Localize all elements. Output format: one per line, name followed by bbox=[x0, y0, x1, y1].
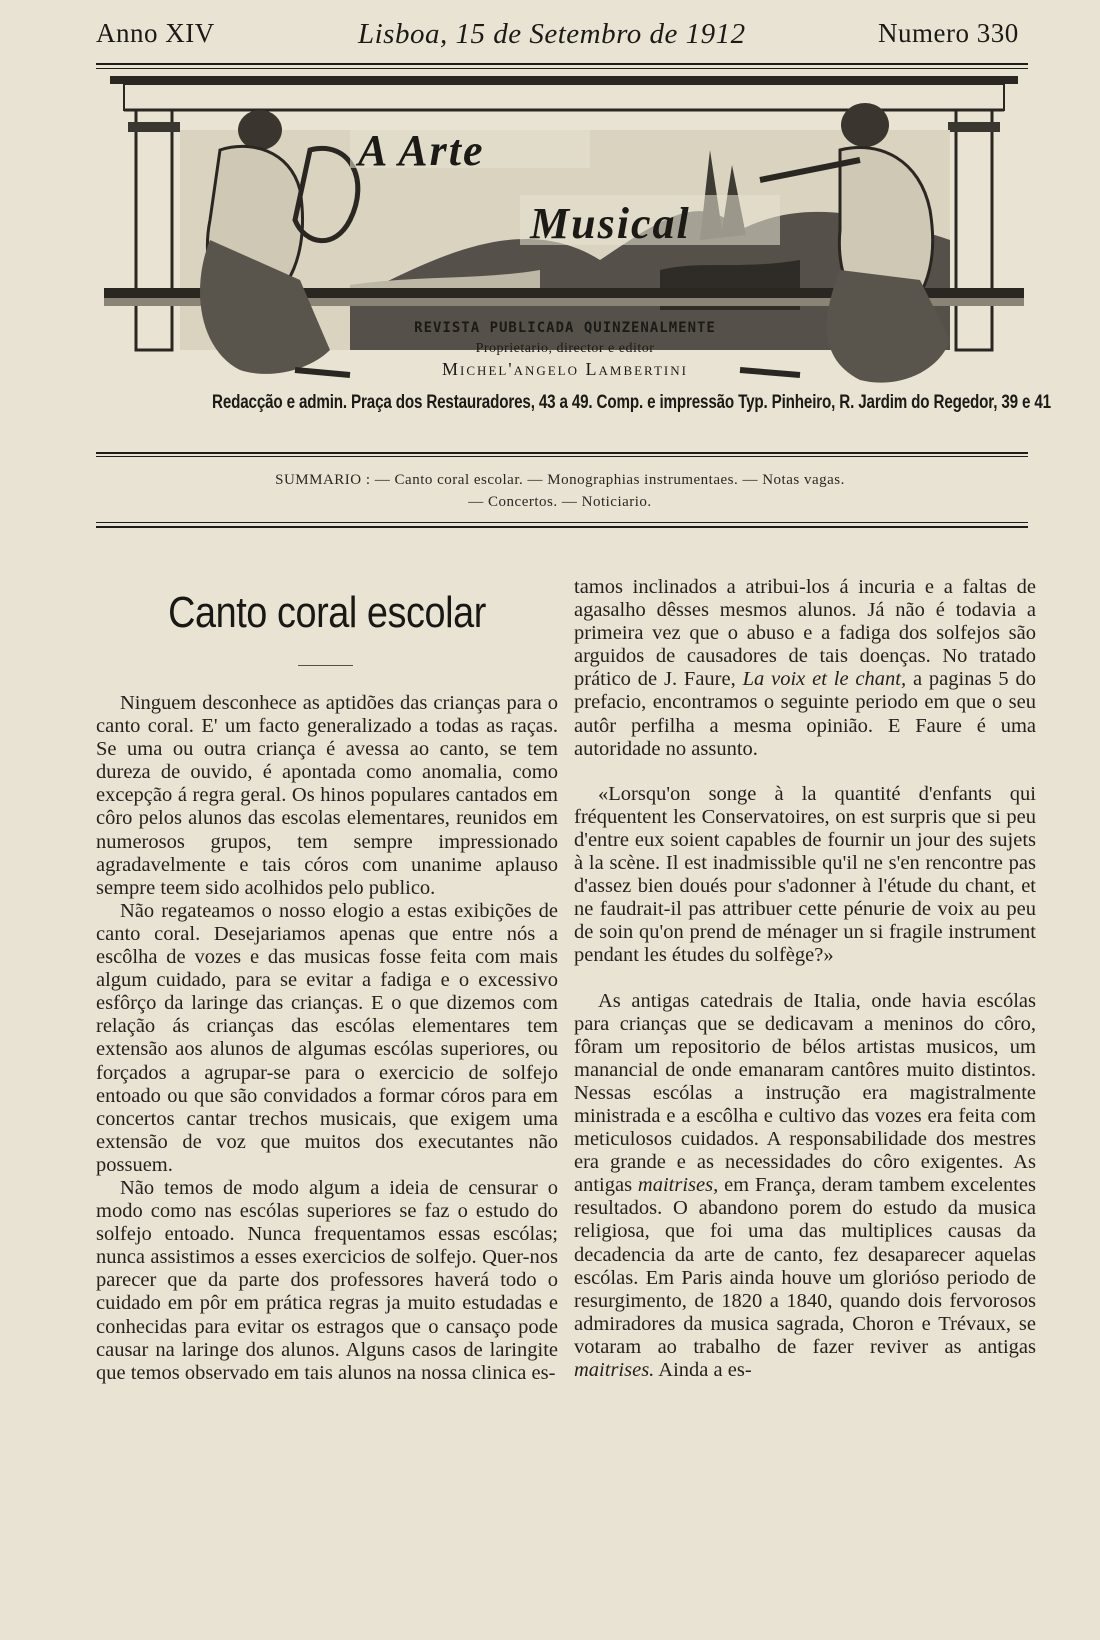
masthead-editor: Michel'angelo Lambertini bbox=[442, 359, 688, 379]
book-title: La voix et le chant, bbox=[742, 668, 907, 691]
summary-line-1: SUMMARIO : — Canto coral escolar. — Monographias instrumentaes. — Notas vagas. bbox=[275, 472, 845, 488]
paragraph: Não regateamos o nosso elogio a estas exibições de canto coral. Desejariamos apenas que entre nós a escôlha de vozes e das musicas fosse feita com mais algum cuidado, para se evitar a fadiga e o excessivo esfôrço da laringe das crianças. E o que dizemos com relação ás crianças das escólas elementares tem extensão aos alunos de algumas escólas superiores, ou forçados a agrupar-se para o exercicio de solfejo entoado ou que são convidados a formar córos para em concertos cantar trechos musicais, que exigem uma extensão de voz que muitos dos executantes não possuem. bbox=[96, 899, 558, 1176]
text-run: em França, deram tambem excelentes resultados. O abandono porem do estudo da musica religiosa, que foi uma das multiplices causas da decadencia da arte de canto, fez desaparecer aquelas escólas. Em Paris ainda houve um glorióso periodo de resurgimento, de 1820 a 1840, quando dois fervorosos admiradores da musica sagrada, Choron e Trévaux, se votaram ao trabalho de fazer reviver as antigas bbox=[574, 1174, 1037, 1358]
text-run: As antigas catedrais de Italia, onde havia escólas para crianças que se dedicavam a meninos do côro, fôram um repositorio de bélos artistas musicos, um manancial de onde emanaram cantôres muito distintos. Nessas escólas a instrução era magistralmente ministrada e a escôlha e cultivo das vozes era feita com meticulosos cuidados. A responsabilidade dos mestres era grande e as necessidades do côro exigentes. As antigas bbox=[574, 989, 1036, 1197]
summary-line-2: — Concertos. — Noticiario. bbox=[468, 494, 652, 510]
summary-rule-bottom-thin bbox=[96, 522, 1028, 523]
article-title: Canto coral escolar bbox=[168, 588, 486, 637]
issue-year: Anno XIV bbox=[96, 18, 215, 48]
summary-rule-top-thin bbox=[96, 456, 1028, 457]
masthead-owner-line: Proprietario, director e editor bbox=[475, 341, 655, 356]
quotation: «Lorsqu'on songe à la quantité d'enfants qui fréquentent les Conservatoires, on est surpris que si peu d'entre eux soient capables de fournir un jour des sujets à la scène. Il est inadmissible qu'il ne s'en rencontre pas d'assez bien doués pour s'adonner à l'étude du chant, et ne faudrait-il pas attribuer cette pénurie de voix au peu de soin qu'on prend de ménager un si fragile instrument pendant les études du solfège?» bbox=[574, 782, 1036, 967]
italic-term: maitrises, bbox=[637, 1174, 719, 1197]
left-column bbox=[96, 692, 558, 1385]
masthead-title-line1: A Arte bbox=[358, 126, 485, 175]
paragraph bbox=[574, 990, 1036, 1383]
top-rule bbox=[96, 63, 1028, 65]
title-divider bbox=[298, 665, 353, 666]
summary-rule-bottom bbox=[96, 526, 1028, 528]
masthead bbox=[100, 70, 1051, 413]
masthead-subtitle: REVISTA PUBLICADA QUINZENALMENTE bbox=[414, 320, 716, 336]
paragraph bbox=[574, 576, 1036, 761]
italic-term: maitrises. bbox=[574, 1359, 655, 1381]
paragraph: Não temos de modo algum a ideia de censurar o modo como nas escólas superiores se faz o estudo do solfejo entoado. Nunca frequentamos essas escólas; nunca assistimos a esses exercicios de solfejo. Quer-nos parecer que da parte dos professores haverá todo o cuidado em pôr em prática regras ja muito estudadas e conhecidas para evitar os estragos que o cansaço pode causar na laringe dos alunos. Alguns casos de laringite que temos observado em tais alunos na nossa clinica es- bbox=[96, 1176, 558, 1384]
text-run: Ainda a es- bbox=[654, 1359, 752, 1381]
masthead-address: Redacção e admin. Praça dos Restauradores, 43 a 49. Comp. e impressão Typ. Pinheiro, R. Jardim do Regedor, 39 e 41 bbox=[212, 392, 1051, 413]
paragraph: Ninguem desconhece as aptidões das crianças para o canto coral. E' um facto generalizado a todas as raças. Se uma ou outra criança é avessa ao canto, se tem dureza de ouvido, é apontada como anomalia, como excepção á regra geral. Os hinos populares cantados em côro pelos alunos das escolas elementares, reunidos em numerosos grupos, tem sempre impressionado agradavelmente e tais córos com unanime aplauso sempre teem sido acolhidos pelo publico. bbox=[96, 692, 558, 899]
text-run: tamos inclinados a atribui-los á incuria e a faltas de agasalho dêsses mesmos alunos. Já não é todavia a primeira vez que o abuso e a fadiga dos solfejos são arguidos de causadores de tais doenças. No tratado prático de J. Faure, bbox=[574, 576, 1036, 691]
summary-rule-top bbox=[96, 452, 1028, 454]
issue-number: Numero 330 bbox=[878, 18, 1019, 48]
top-rule-thin bbox=[96, 68, 1028, 69]
dateline: Lisboa, 15 de Setembro de 1912 bbox=[358, 18, 746, 50]
masthead-title-line2: Musical bbox=[530, 199, 691, 248]
right-column bbox=[574, 576, 1036, 1382]
text-run: a paginas 5 do prefacio, encontramos o seguinte periodo em que o seu autôr perfilha a mesma opinião. E Faure é uma autoridade no assunto. bbox=[574, 668, 1036, 760]
